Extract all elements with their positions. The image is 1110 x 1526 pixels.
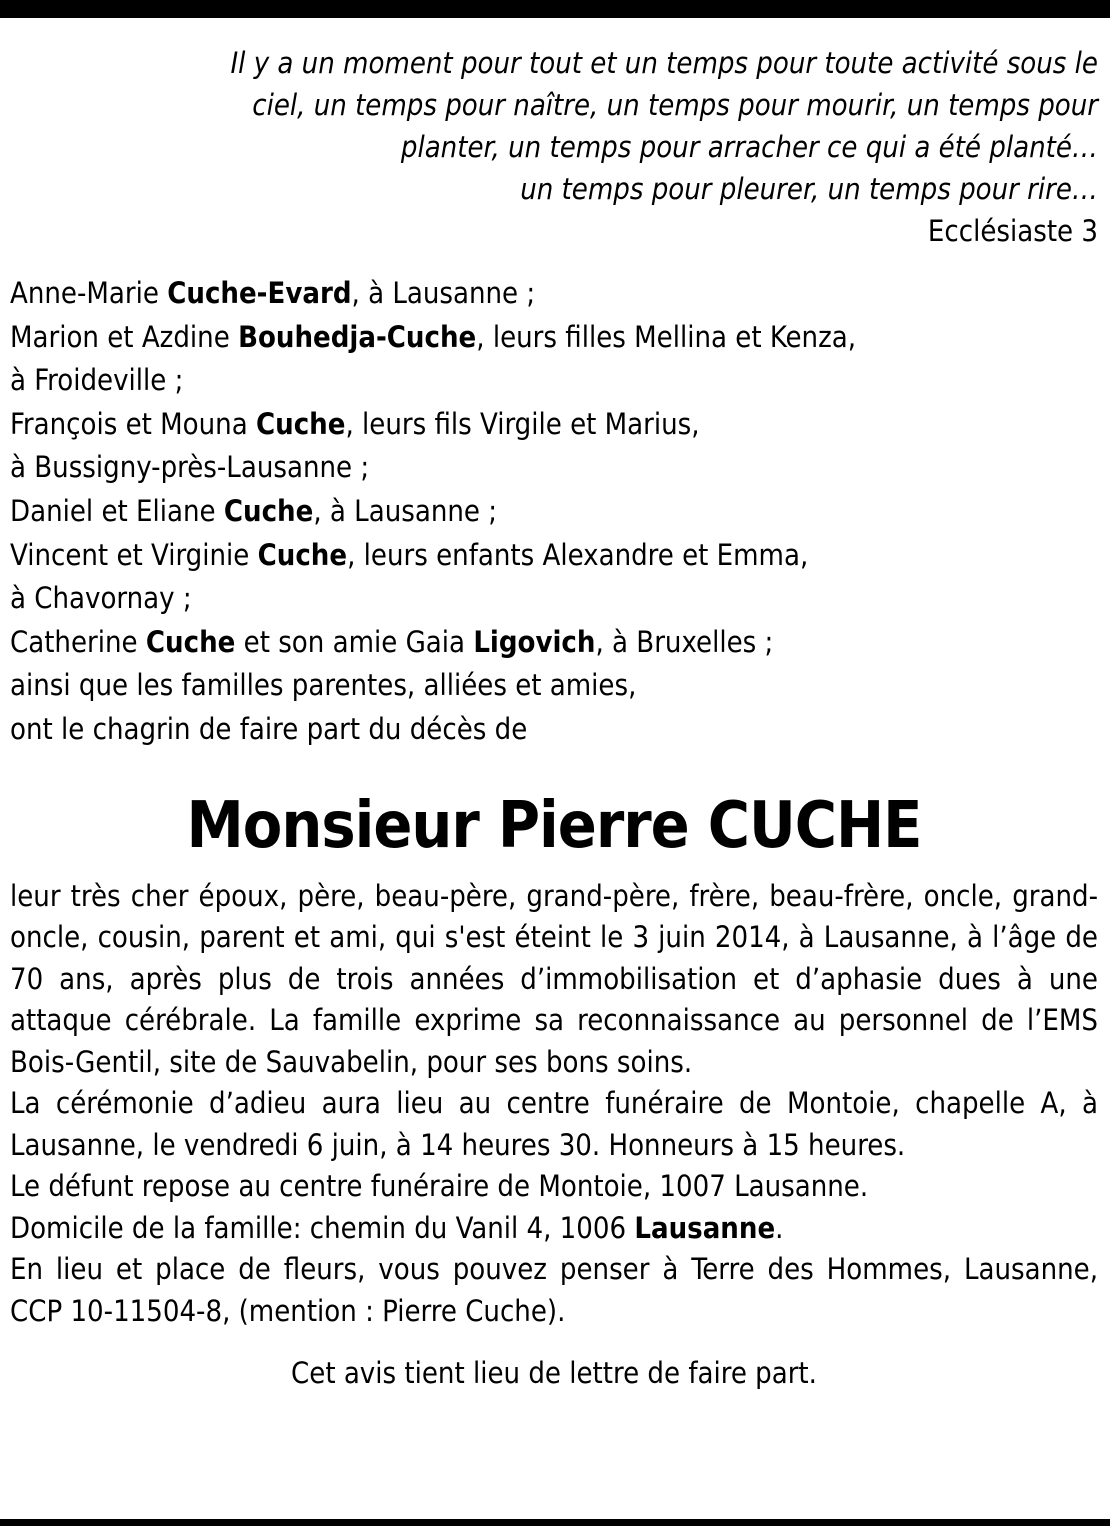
family-surname: Cuche xyxy=(145,624,236,659)
bottom-rule xyxy=(0,1519,1110,1526)
quote-line: ciel, un temps pour naître, un temps pour mourir, un temps pour xyxy=(252,88,1098,122)
deceased-name: Monsieur Pierre CUCHE xyxy=(186,788,922,863)
family-text: Anne-Marie xyxy=(10,276,168,310)
obituary-notice xyxy=(10,42,1098,1394)
bible-quote xyxy=(10,42,1098,252)
family-text: , leurs filles Mellina et Kenza, xyxy=(476,319,857,354)
family-line: à Froideville ; xyxy=(10,363,184,398)
family-surname: Cuche-Evard xyxy=(167,276,352,310)
family-text: , à Lausanne ; xyxy=(351,276,536,310)
family-surname: Bouhedja-Cuche xyxy=(238,319,477,354)
rest-place-paragraph: Le défunt repose au centre funéraire de Montoie, 1007 Lausanne. xyxy=(10,1169,869,1204)
family-line: ont le chagrin de faire part du décès de xyxy=(10,711,528,746)
family-text: François et Mouna xyxy=(10,406,256,441)
family-list xyxy=(10,272,1098,752)
quote-reference: Ecclésiaste 3 xyxy=(927,214,1098,248)
family-line xyxy=(10,621,1098,665)
family-text: , leurs fils Virgile et Marius, xyxy=(345,406,700,441)
family-text: , à Lausanne ; xyxy=(313,493,498,528)
family-line xyxy=(10,490,1098,534)
donation-paragraph: En lieu et place de fleurs, vous pouvez penser à Terre des Hommes, Lausanne, CCP 10-11504-8, (mention : Pierre Cuche). xyxy=(10,1252,1098,1328)
family-surname: Cuche xyxy=(255,406,346,441)
closing-note: Cet avis tient lieu de lettre de faire part. xyxy=(291,1356,817,1391)
family-line: à Bussigny-près-Lausanne ; xyxy=(10,450,370,485)
family-line: ainsi que les familles parentes, alliées et amies, xyxy=(10,668,637,703)
quote-line: un temps pour pleurer, un temps pour rire… xyxy=(520,172,1098,206)
family-surname: Cuche xyxy=(223,493,314,528)
family-text: Catherine xyxy=(10,624,146,659)
address-text: Domicile de la famille: chemin du Vanil 4, 1006 xyxy=(10,1210,635,1245)
family-text: et son amie Gaia xyxy=(235,624,474,659)
address-text: . xyxy=(775,1210,784,1245)
address-city: Lausanne xyxy=(634,1210,776,1245)
family-line xyxy=(10,403,1098,447)
family-address-paragraph xyxy=(10,1208,1098,1250)
family-line xyxy=(10,534,1098,578)
quote-line: planter, un temps pour arracher ce qui a été planté… xyxy=(400,130,1098,164)
family-line xyxy=(10,272,1098,316)
family-line xyxy=(10,316,1098,360)
family-line: à Chavornay ; xyxy=(10,581,192,616)
family-text: Marion et Azdine xyxy=(10,319,239,354)
body-paragraph: leur très cher époux, père, beau-père, grand-père, frère, beau-frère, oncle, grand-oncle, cousin, parent et ami, qui s'est éteint le 3 juin 2014, à Lausanne, à l’âge de 70 ans, après plus de trois années d’immobilisation et d’aphasie dues à une attaque cérébrale. La famille exprime sa reconnaissance au personnel de l’EMS Bois-Gentil, site de Sauvabelin, pour ses bons soins. xyxy=(10,878,1098,1079)
top-rule xyxy=(0,0,1110,18)
family-surname: Ligovich xyxy=(473,624,596,659)
family-text: , à Bruxelles ; xyxy=(595,624,774,659)
quote-line: Il y a un moment pour tout et un temps pour toute activité sous le xyxy=(230,46,1098,80)
family-surname: Cuche xyxy=(257,537,348,572)
family-text: , leurs enfants Alexandre et Emma, xyxy=(347,537,809,572)
family-text: Daniel et Eliane xyxy=(10,493,224,528)
ceremony-paragraph: La cérémonie d’adieu aura lieu au centre funéraire de Montoie, chapelle A, à Lausanne, le vendredi 6 juin, à 14 heures 30. Honneurs à 15 heures. xyxy=(10,1086,1098,1162)
family-text: Vincent et Virginie xyxy=(10,537,258,572)
